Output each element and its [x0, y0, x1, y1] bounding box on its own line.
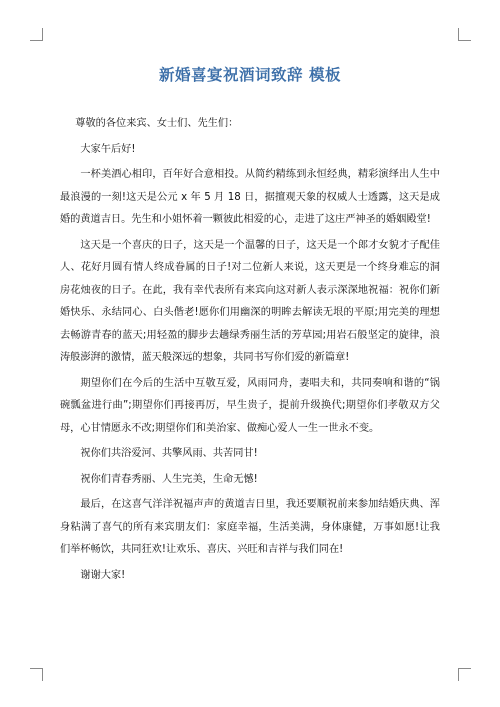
wish-line-2: 祝你们青春秀丽、人生完美，生命无憾! — [80, 473, 258, 485]
crop-mark-top-right — [458, 28, 471, 41]
wish-line-1: 祝你们共浴爱河、共擎风雨、共苦同甘! — [80, 448, 258, 459]
crop-mark-bottom-left — [30, 668, 43, 681]
paragraph-closing: 最后，在这喜气洋洋祝福声声的黄道吉日里，我还要顺祝前来参加结婚庆典、浑身粘满了喜气的所有来宾朋友们：家庭幸福，生活美满，身体康健，万事如愿!让我们举杯畅饮，共同狂欢!让欢乐、喜庆、兴旺和吉祥与我们同在! — [60, 499, 440, 555]
paragraph-opening: 一杯美酒心相印，百年好合意相投。从简约精练到永恒经典，精彩演绎出人生中最浪漫的一刻!这天是公元 x 年 5 月 18 日，据擅观天象的权威人士透露，这天是成婚的黄道吉日。先生和小姐怀着一颗彼此相爱的心，走进了这庄严神圣的婚姻殿堂! — [60, 169, 440, 225]
document-body — [60, 113, 440, 587]
salutation: 尊敬的各位来宾、女士们、先生们： — [75, 118, 239, 129]
paragraph-blessing: 这天是一个喜庆的日子，这天是一个温馨的日子，这天是一个郎才女貌才子配佳人、花好月圆有情人终成眷属的日子!对二位新人来说，这天更是一个终身难忘的洞房花烛夜的日子。在此，我有幸代表所有来宾向这对新人表示深深地祝福：祝你们新婚快乐、永结同心、白头偕老!愿你们用幽深的明眸去解读无垠的平原;用完美的理想去畅游青春的蓝天;用轻盈的脚步去趟绿秀丽生活的芳草园;用岩石般坚定的旋律，浪涛般澎湃的激情，蓝天般深远的想象，共同书写你们爱的新篇章! — [60, 239, 440, 363]
crop-mark-top-left — [30, 28, 43, 41]
paragraph-hopes: 期望你们在今后的生活中互敬互爱，风雨同舟，妻唱夫和，共同奏响和谐的“锅碗瓢盆进行曲”;期望你们再接再厉，早生贵子，提前升级换代;期望你们孝敬双方父母，心甘情愿永不改;期望你们和美治家、做痴心爱人一生一世永不变。 — [60, 377, 440, 434]
thanks-line: 谢谢大家! — [80, 569, 126, 581]
crop-mark-bottom-right — [458, 668, 471, 681]
document-title: 新婚喜宴祝酒词致辞 模板 — [159, 66, 341, 84]
greeting: 大家午后好! — [80, 143, 136, 155]
